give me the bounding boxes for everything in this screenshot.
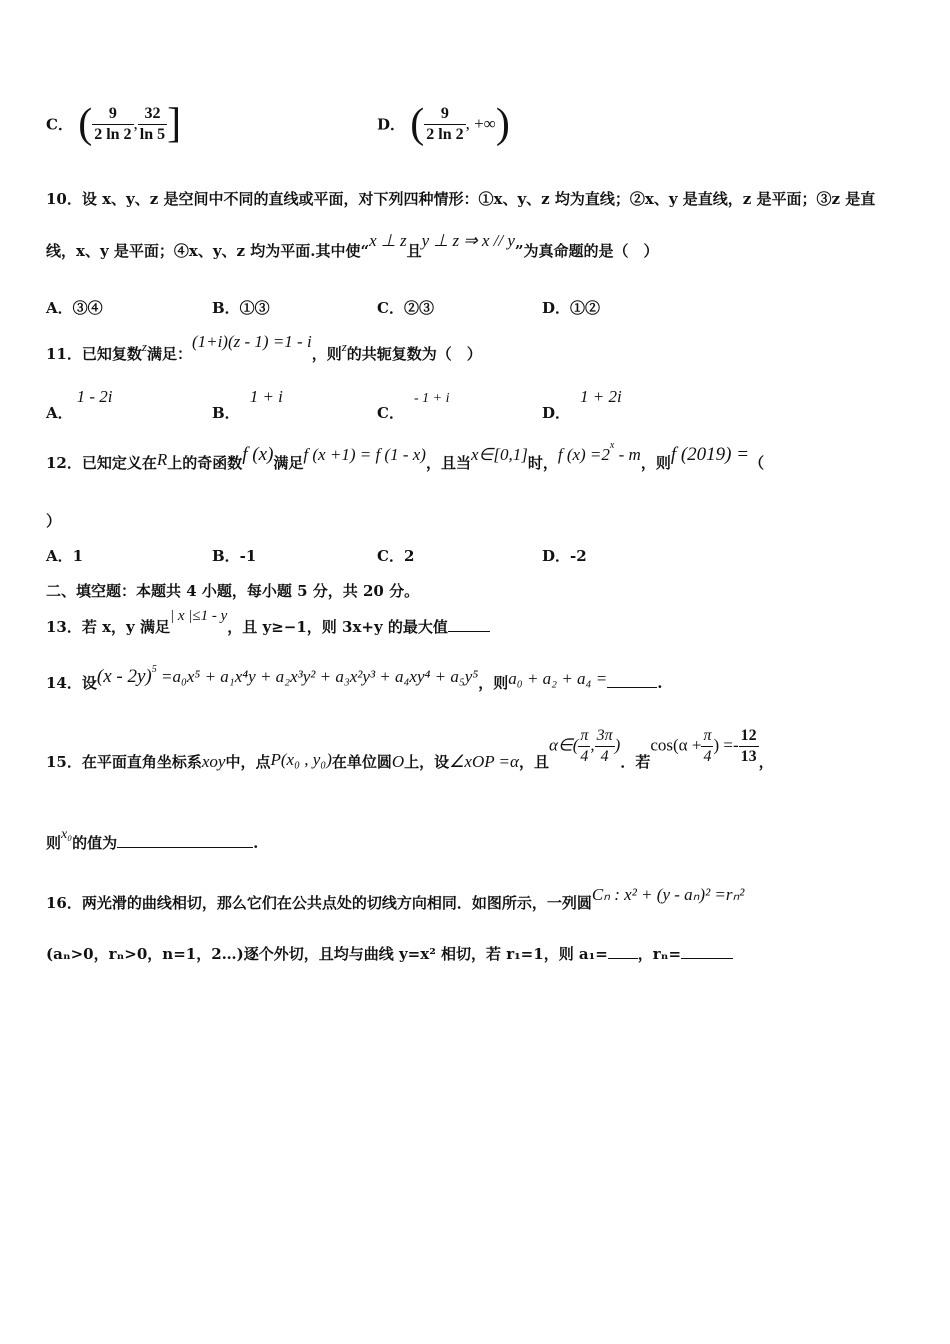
q11-stem: 11．已知复数z满足：(1+i)(z - 1) =1 - i，则z的共轭复数为（ ） (46, 332, 482, 363)
q12-option-d: D．-2 (542, 547, 587, 565)
q10-line-2: 线，x、y 是平面；④x、y、z 均为平面.其中使“x ⊥ z且y ⊥ z ⇒ x // y”为真命题的是（ ） (46, 231, 659, 260)
section-2-heading: 二、填空题：本题共 4 小题，每小题 5 分，共 20 分。 (46, 582, 420, 600)
q9-c-fraction-1: $\frac{9}{2 \ln 2}$ (94, 104, 132, 143)
q14-answer-blank[interactable] (607, 673, 657, 688)
q10-option-c: C．②③ (377, 299, 434, 317)
q11-equation: (1+i)(z - 1) =1 - i (191, 332, 312, 351)
q10-math-condition-2: y ⊥ z ⇒ x // y (421, 231, 515, 250)
q15-stem-line-2: 则x₀的值为 . (46, 827, 259, 852)
q16-circle-equation: Cₙ : x² + (y - aₙ)² =rₙ² (591, 885, 745, 904)
q12-stem: 12．已知定义在R上的奇函数f (x)满足f (x +1) = f (1 - x)，且当x∈[0,1]时，f $(x) =2^x - m$，则f (2019) =（ (46, 440, 765, 472)
q12-option-a: A．1 (46, 547, 84, 565)
q10-math-condition-1: x ⊥ z (369, 231, 407, 250)
q9-option-d-label: D． (377, 115, 406, 134)
q15-stem: 15．在平面直角坐标系xoy中，点P(x₀ , y₀)在单位圆O上，设∠xOP =α，且α∈( $\frac{\pi}{4}$ , $\frac{3\pi}{4}$ )．若cos(α + $\frac{\pi}{4}$ ) =- $\frac{12}{13}$ ， (46, 727, 774, 771)
q9-d-right-paren: ) (495, 101, 510, 147)
q14-stem: 14．设(x - 2y)$^5$ =a₀x⁵ + a₁x⁴y + a₂x³y² + a₃x²y³ + a₄xy⁴ + a₅y⁵，则a₀ + a₂ + a₄ = . (46, 664, 663, 692)
q15-answer-blank[interactable] (117, 833, 253, 848)
q9-c-right-bracket: ] (167, 101, 182, 147)
q15-fraction-3pi-4: $\frac{3\pi}{4}$ (596, 727, 613, 765)
q16-answer-blank-a1[interactable] (608, 944, 638, 959)
q12-stem-line-2: ） (46, 512, 62, 530)
q10-option-b: B．①③ (212, 299, 270, 317)
q9-c-left-paren: ( (78, 101, 93, 147)
q16-stem: 16．两光滑的曲线相切，那么它们在公共点处的切线方向相同．如图所示，一列圆Cₙ : x² + (y - aₙ)² =rₙ² (46, 885, 745, 912)
q13-stem: 13．若 x，y 满足| x |≤1 - y，且 y≥−1，则 3x+y 的最大值 (46, 616, 490, 637)
q9-option-c: C． ( $\frac{9}{2 \ln 2}$ , $\frac{32}{\ln 5}$ ] (46, 101, 182, 147)
q11-option-b: B．1 + i (212, 387, 283, 422)
q9-option-d: D． ( $\frac{9}{2 \ln 2}$ , +∞) (377, 101, 510, 147)
q15-fraction-12-13: $\frac{12}{13}$ (740, 727, 757, 765)
q9-c-fraction-2: $\frac{32}{\ln 5}$ (139, 104, 166, 143)
q14-expansion: =a₀x⁵ + a₁x⁴y + a₂x³y² + a₃x²y³ + a₄xy⁴ + a₅y⁵ (156, 667, 479, 686)
q11-option-c: C．- 1 + i (377, 391, 450, 422)
q16-stem-line-2: (aₙ>0，rₙ>0，n=1，2…)逐个外切，且均与曲线 y=x² 相切，若 r₁=1，则 a₁= ，rₙ= (46, 943, 733, 964)
q16-answer-blank-rn[interactable] (681, 944, 733, 959)
q15-point: P(x₀ , y₀) (270, 749, 332, 769)
q12-option-c: C．2 (377, 547, 415, 565)
q10-option-a: A．③④ (46, 299, 103, 317)
q12-option-b: B．-1 (212, 547, 257, 565)
q15-fraction-pi-4: $\frac{\pi}{4}$ (580, 727, 589, 765)
q9-option-c-label: C． (46, 115, 73, 134)
q10-option-d: D．①② (542, 299, 601, 317)
q11-option-a: A．1 - 2i (46, 387, 113, 422)
q9-d-fraction: $\frac{9}{2 \ln 2}$ (426, 104, 464, 143)
q15-fraction-pi-4-b: $\frac{\pi}{4}$ (703, 727, 712, 765)
q13-answer-blank[interactable] (448, 617, 490, 632)
q13-inequality: | x |≤1 - y (169, 608, 228, 624)
q9-d-left-paren: ( (410, 101, 425, 147)
q11-option-d: D．1 + 2i (542, 387, 622, 422)
q14-sum: a₀ + a₂ + a₄ = (508, 669, 608, 688)
q10-line-1: 10．设 x、y、z 是空间中不同的直线或平面，对下列四种情形：①x、y、z 均为直线；②x、y 是直线，z 是平面；③z 是直 (46, 190, 876, 208)
